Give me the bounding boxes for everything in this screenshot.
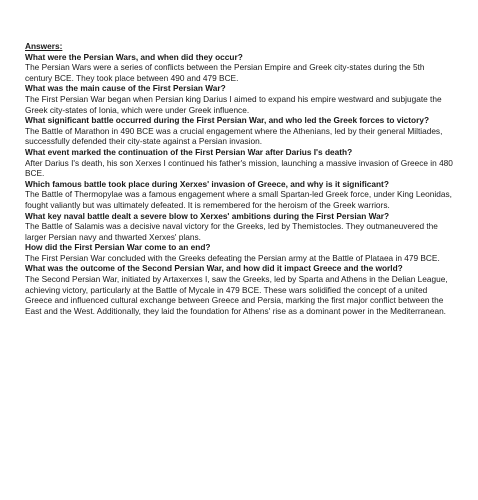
question-8: What was the outcome of the Second Persian War, and how did it impact Greece and the world?	[25, 263, 403, 274]
qa-item-2	[25, 83, 453, 115]
qa-item-6	[25, 211, 453, 243]
answer-2: The First Persian War began when Persian king Darius I aimed to expand his empire westward and subjugate the Greek city-states of Ionia, which were under Greek influence.	[25, 93, 442, 115]
answers-heading: Answers:	[25, 41, 63, 51]
answer-4: After Darius I's death, his son Xerxes I continued his father's mission, launching a massive invasion of Greece in 480 BCE.	[25, 157, 453, 179]
answer-8: The Second Persian War, initiated by Artaxerxes I, saw the Greeks, led by Sparta and Athens in the Delian League, achieving victory, particularly at the Battle of Mycale in 479 BCE. These wars solidified the concept of a united Greece and influenced cultural exchange between Greece and Persia, marking the first major conflict between the East and the West. Additionally, they laid the foundation for Athens' rise as a dominant power in the Mediterranean.	[25, 274, 448, 316]
question-2: What was the main cause of the First Persian War?	[25, 83, 226, 94]
answer-3: The Battle of Marathon in 490 BCE was a crucial engagement where the Athenians, led by their general Miltiades, successfully defended their city-state against a Persian invasion.	[25, 125, 443, 147]
question-7: How did the First Persian War come to an end?	[25, 242, 211, 253]
answer-5: The Battle of Thermopylae was a famous engagement where a small Spartan-led Greek force, under King Leonidas, fought valiantly but was ultimately defeated. It is remembered for the heroism of the Greek warriors.	[25, 189, 452, 210]
question-3: What significant battle occurred during the First Persian War, and who led the Greek forces to victory?	[25, 115, 430, 126]
answer-7: The First Persian War concluded with the Greeks defeating the Persian army at the Battle of Plataea in 479 BCE.	[25, 252, 440, 263]
answers-document	[25, 41, 453, 316]
qa-item-5	[25, 179, 453, 211]
qa-item-3	[25, 115, 453, 147]
question-5: Which famous battle took place during Xerxes' invasion of Greece, and why is it significant?	[25, 178, 389, 189]
qa-item-7	[25, 242, 453, 263]
qa-item-8	[25, 263, 453, 316]
qa-item-4	[25, 147, 453, 179]
qa-item-1	[25, 52, 453, 84]
answer-6: The Battle of Salamis was a decisive naval victory for the Greeks, led by Themistocles. They outmaneuvered the larger Persian navy and thwarted Xerxes' plans.	[25, 221, 438, 242]
question-1: What were the Persian Wars, and when did they occur?	[25, 51, 243, 62]
question-4: What event marked the continuation of the First Persian War after Darius I's death?	[25, 146, 353, 157]
question-6: What key naval battle dealt a severe blow to Xerxes' ambitions during the First Persian War?	[25, 210, 390, 221]
answer-1: The Persian Wars were a series of conflicts between the Persian Empire and Greek city-states during the 5th century BCE. They took place between 490 and 479 BCE.	[25, 62, 425, 83]
